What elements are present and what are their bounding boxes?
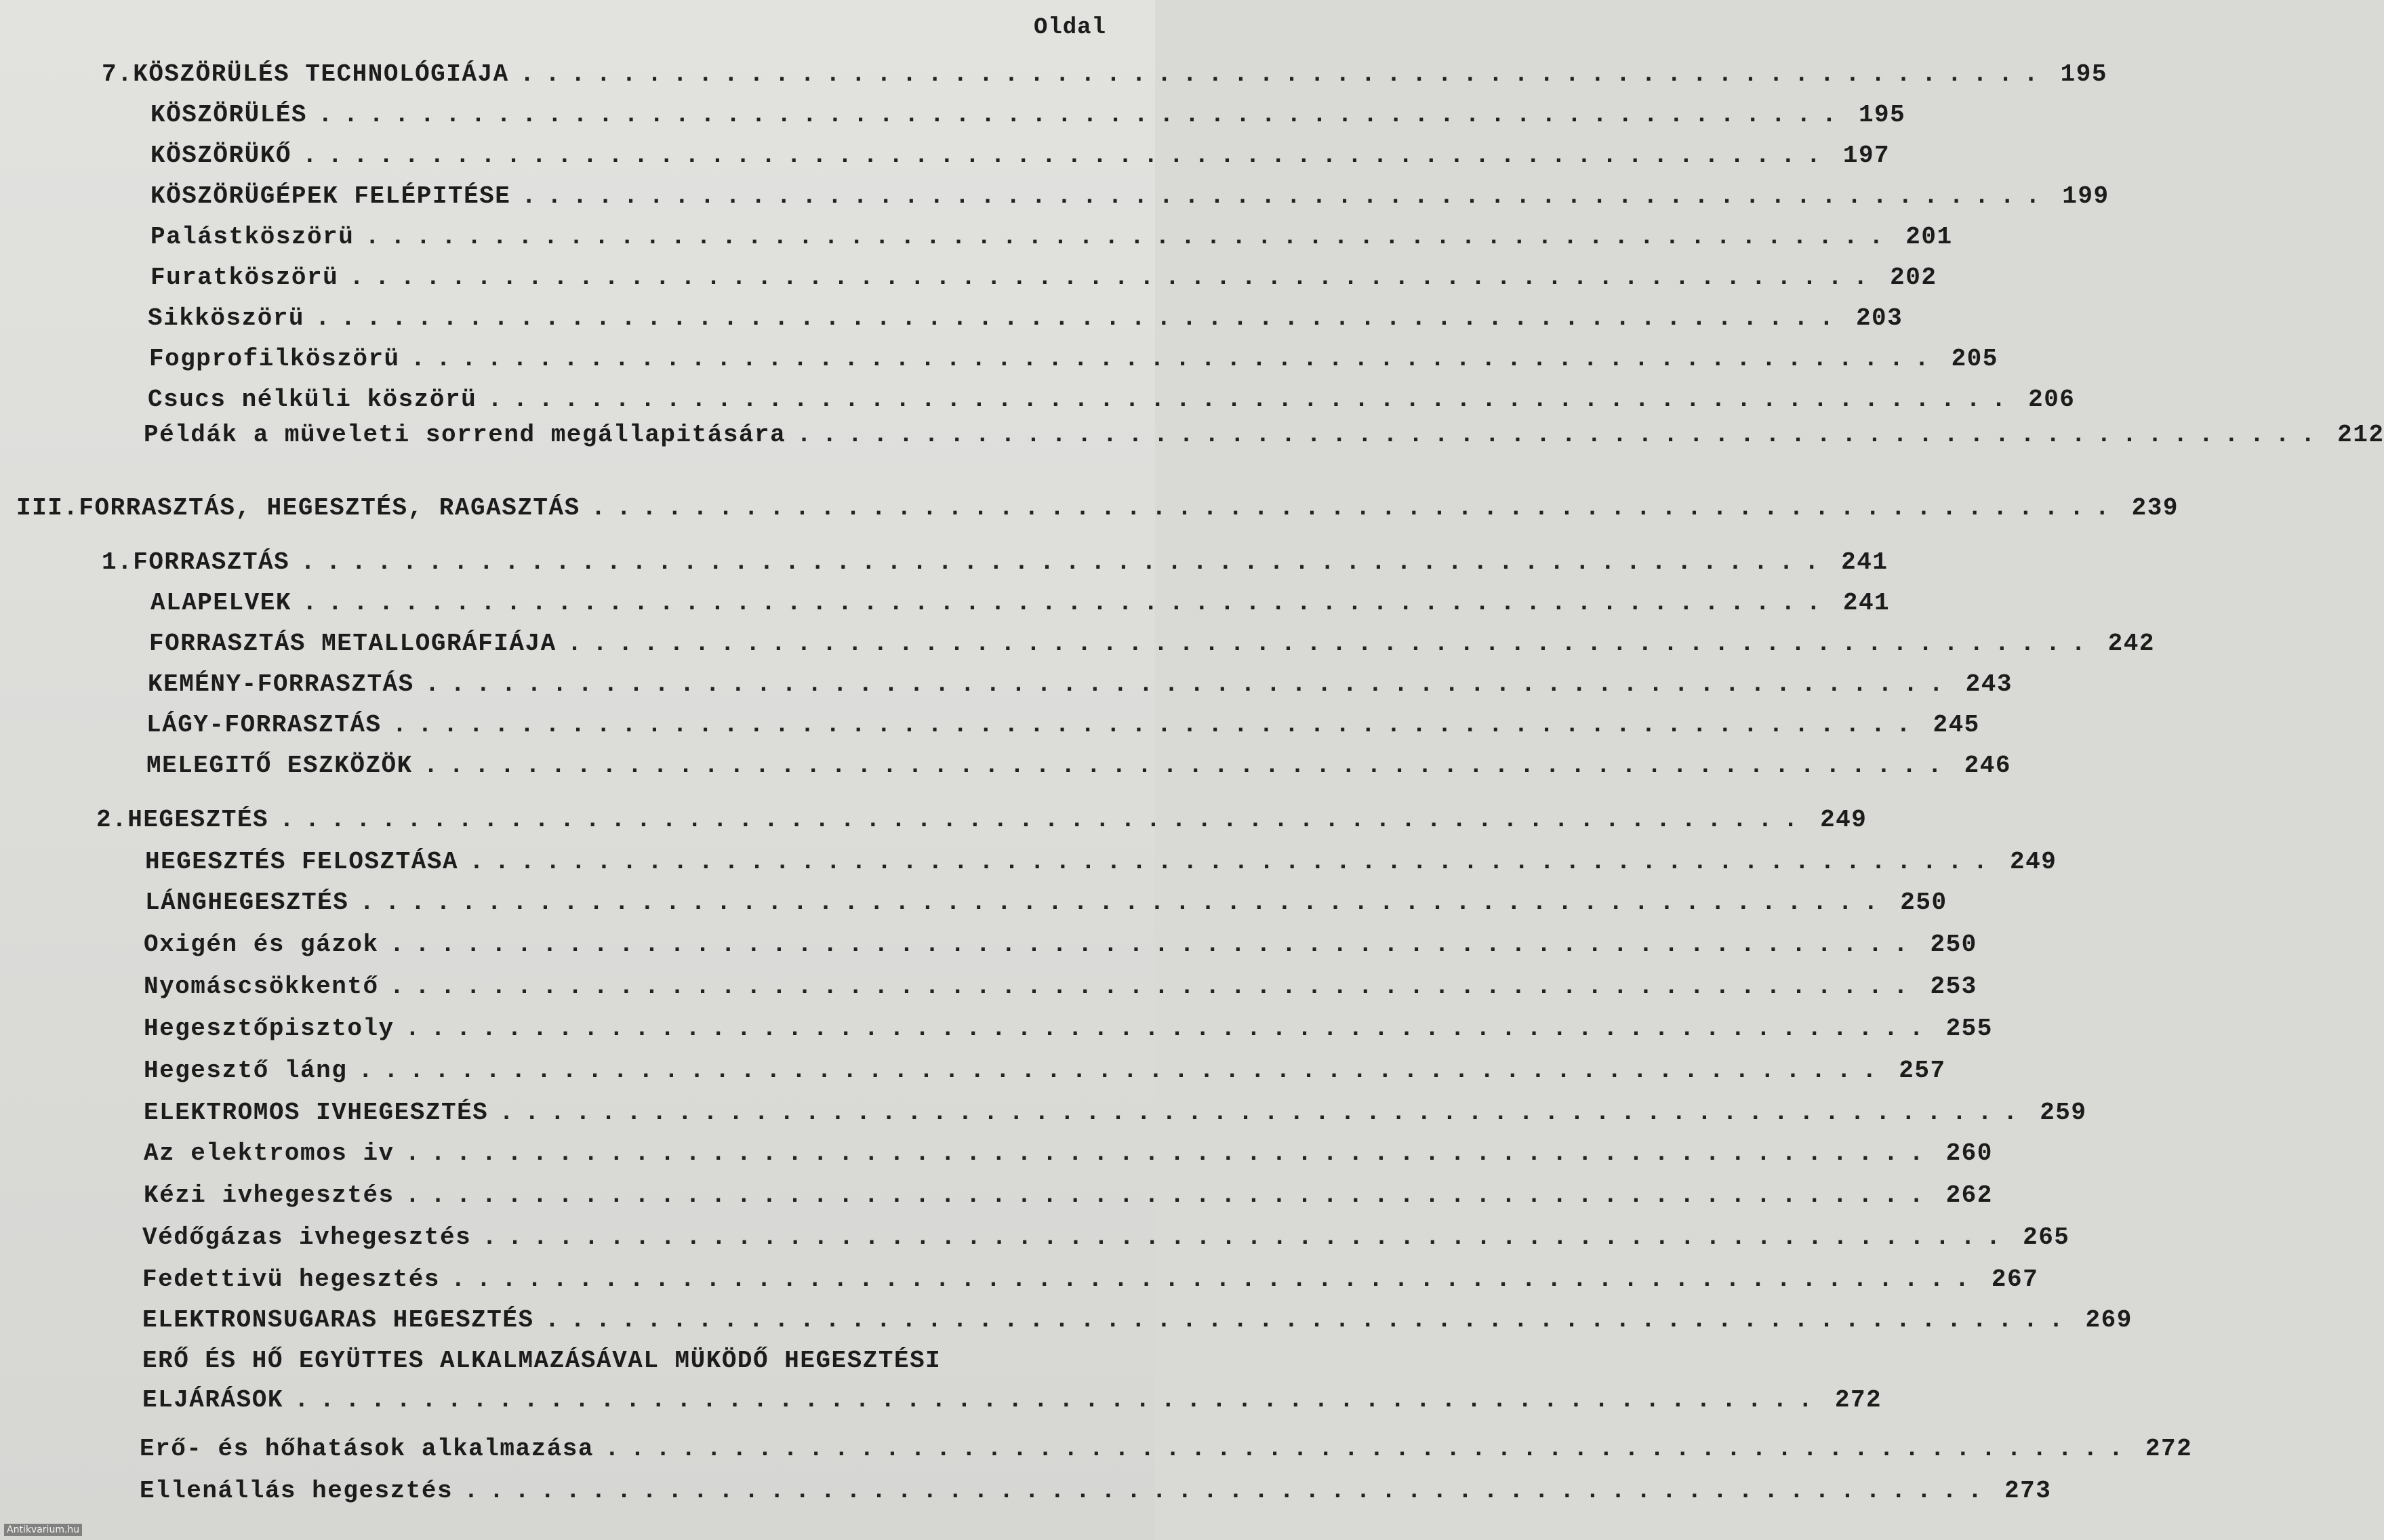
toc-entry-page: 273 [2004,1477,2052,1505]
toc-entry [149,339,1998,373]
toc-entry-page: 249 [1820,806,1867,834]
toc-entry-number: 1. [102,548,134,576]
toc-entry-page: 262 [1945,1181,1993,1209]
toc-entry-label: FORRASZTÁS METALLOGRÁFIÁJA [149,630,557,657]
toc-entry [144,1175,1993,1209]
toc-entry-label: ALAPELVEK [150,589,291,617]
toc-entry-page: 255 [1945,1015,1993,1042]
toc-entry-page: 260 [1945,1139,1993,1167]
dot-leader: ............................................................ [482,1223,2012,1251]
toc-entry-label: Csucs nélküli köszörü [148,386,477,413]
toc-entry-label: ELEKTRONSUGARAS HEGESZTÉS [142,1306,534,1334]
toc-entry-label: Sikköszörü [148,304,305,332]
toc-entry-page: 197 [1842,142,1891,169]
dot-leader: ............................................................ [424,670,1954,698]
toc-entry-page: 201 [1905,223,1953,251]
dot-leader: ............................................................ [392,711,1922,739]
toc-entry-label: Furatköszörü [150,264,339,291]
toc-entry-label: ERŐ ÉS HŐ EGYÜTTES ALKALMAZÁSÁVAL MÜKÖDŐ HEGESZTÉSI [142,1347,942,1375]
dot-leader: ............................................................ [605,1435,2135,1463]
toc-entry [148,298,1903,332]
toc-entry [144,1009,1993,1042]
toc-entry-page: 267 [1991,1265,2039,1293]
toc-entry [140,1429,2193,1463]
toc-entry-label: FORRASZTÁS, HEGESZTÉS, RAGASZTÁS [79,494,580,522]
toc-entry [150,95,1906,129]
dot-leader: ............................................................ [469,848,1999,876]
toc-entry [140,1471,2052,1505]
toc-entry-label: HEGESZTÉS [127,806,269,834]
toc-entry [145,883,1947,916]
dot-leader: ............................................................ [423,752,1953,779]
dot-leader: ............................................................ [302,589,1832,617]
toc-entry-label: KÖSZÖRÜKŐ [150,142,291,169]
toc-entry-page: 250 [1900,889,1947,916]
toc-entry [144,967,1977,1000]
dot-leader: ............................................................ [365,223,1895,251]
toc-entry [142,1259,2039,1293]
toc-entry [102,54,2107,88]
toc-entry-page: 246 [1964,752,2011,779]
toc-entry [144,1133,1993,1167]
toc-entry-page: 206 [2028,386,2076,413]
toc-entry-label: Hegesztőpisztoly [144,1015,395,1042]
dot-leader: ............................................................ [389,973,1919,1000]
toc-entry-label: KÖSZÖRÜLÉS [150,101,308,129]
toc-entry-label: Példák a müveleti sorrend megállapitására [144,421,786,449]
dot-leader: ............................................................ [405,1181,1935,1209]
toc-entry-page: 212 [2337,421,2384,449]
dot-leader: ............................................................ [405,1139,1935,1167]
dot-leader: ............................................................ [519,60,2049,88]
toc-entry-label: FORRASZTÁS [133,548,290,576]
toc-entry [142,1341,1091,1375]
toc-entry [16,488,2179,522]
toc-entry-label: LÁGY-FORRASZTÁS [146,711,382,739]
toc-entry-label: KÖSZÖRÜGÉPEK FELÉPITÉSE [150,182,511,210]
toc-entry [144,1051,1946,1085]
toc-entry-page: 241 [1842,589,1891,617]
toc-entry-page: 249 [2009,848,2057,876]
dot-leader: ............................................................ [302,142,1832,169]
toc-entry-page: 195 [1858,101,1906,129]
toc-entry-label: Erő- és hőhatások alkalmazása [140,1435,594,1463]
toc-entry [150,217,1953,251]
toc-entry-page: 239 [2131,494,2179,522]
toc-entry [142,1300,2133,1334]
toc-entry-page: 241 [1841,548,1888,576]
toc-entry-number: 7. [102,60,134,88]
dot-leader: ............................................................ [464,1477,1994,1505]
toc-entry [142,1380,1882,1414]
toc-entry-label: KEMÉNY-FORRASZTÁS [148,670,414,698]
dot-leader: ............................................................ [349,264,1879,291]
toc-entry-label: LÁNGHEGESZTÉS [145,889,349,916]
toc-entry-label: ELEKTROMOS IVHEGESZTÉS [144,1099,489,1127]
toc-entry [149,624,2155,657]
toc-entry [146,705,1980,739]
toc-entry [150,176,2109,210]
toc-entry [96,800,1867,834]
dot-leader: ............................................................ [796,421,2326,449]
dot-leader: ............................................................ [567,630,2097,657]
toc-entry-page: 195 [2060,60,2107,88]
dot-leader: ............................................................ [405,1015,1935,1042]
toc-entry-page: 269 [2085,1306,2133,1334]
toc-entry-page: 245 [1933,711,1980,739]
toc-entry-page: 272 [2145,1435,2193,1463]
dot-leader: ............................................................ [318,101,1848,129]
toc-entry-number: III. [16,494,79,522]
toc-entry-page: 272 [1834,1386,1882,1414]
toc-entry [148,664,2013,698]
toc-entry [144,1093,2087,1127]
toc-entry-label: Védőgázas ivhegesztés [142,1223,472,1251]
toc-entry-label: Palástköszörü [150,223,355,251]
watermark: Antikvarium.hu [4,1524,82,1536]
toc-entry-page: 259 [2040,1099,2087,1127]
toc-entry-label: Oxigén és gázok [144,931,379,958]
toc-entry-label: ELJÁRÁSOK [142,1386,283,1414]
toc-entry-page: 199 [2062,182,2109,210]
toc-entry-label: HEGESZTÉS FELOSZTÁSA [145,848,459,876]
dot-leader: ............................................................ [359,889,1889,916]
dot-leader: ............................................................ [499,1099,2029,1127]
toc-entry [144,415,2384,449]
toc-entry-label: Hegesztő láng [144,1057,348,1085]
toc-entry [148,380,2076,413]
toc-entry-page: 242 [2107,630,2155,657]
toc-entry [102,542,1888,576]
dot-leader: ............................................................ [487,386,2017,413]
toc-entry-page: 205 [1951,345,1998,373]
dot-leader: ............................................................ [294,1386,1824,1414]
toc-entry-label: KÖSZÖRÜLÉS TECHNOLÓGIÁJA [133,60,509,88]
toc-entry-page: 253 [1930,973,1977,1000]
toc-entry-page: 203 [1855,304,1903,332]
toc-entry-label: Az elektromos iv [144,1139,395,1167]
dot-leader: ............................................................ [521,182,2051,210]
dot-leader: ............................................................ [279,806,1809,834]
dot-leader: ............................................................ [450,1265,1981,1293]
toc-entry-page: 243 [1965,670,2013,698]
dot-leader: ............................................................ [410,345,1940,373]
toc-entry-label: Nyomáscsökkentő [144,973,379,1000]
page-column-label: Oldal [1033,15,1106,41]
toc-entry-label: Ellenállás hegesztés [140,1477,453,1505]
toc-entry-label: Kézi ivhegesztés [144,1181,395,1209]
toc-entry-label: Fogprofilköszörü [149,345,400,373]
toc-entry-page: 257 [1899,1057,1946,1085]
toc-entry-label: MELEGITŐ ESZKÖZÖK [146,752,413,779]
toc-entry-number: 2. [96,806,128,834]
toc-entry [146,746,2011,779]
toc-entry [150,258,1937,291]
dot-leader: ............................................................ [389,931,1919,958]
dot-leader: ............................................................ [358,1057,1888,1085]
toc-entry [142,1217,2070,1251]
toc-entry-label: Fedettivü hegesztés [142,1265,440,1293]
toc-entry [145,842,2057,876]
dot-leader: ............................................................ [315,304,1845,332]
dot-leader: ............................................................ [590,494,2120,522]
toc-entry [150,136,1891,169]
toc-entry [150,583,1891,617]
dot-leader: ............................................................ [300,548,1830,576]
toc-entry-page: 265 [2023,1223,2070,1251]
dot-leader: ............................................................ [544,1306,2074,1334]
toc-entry [144,925,1977,958]
toc-entry-page: 202 [1890,264,1937,291]
toc-entry-page: 250 [1930,931,1977,958]
